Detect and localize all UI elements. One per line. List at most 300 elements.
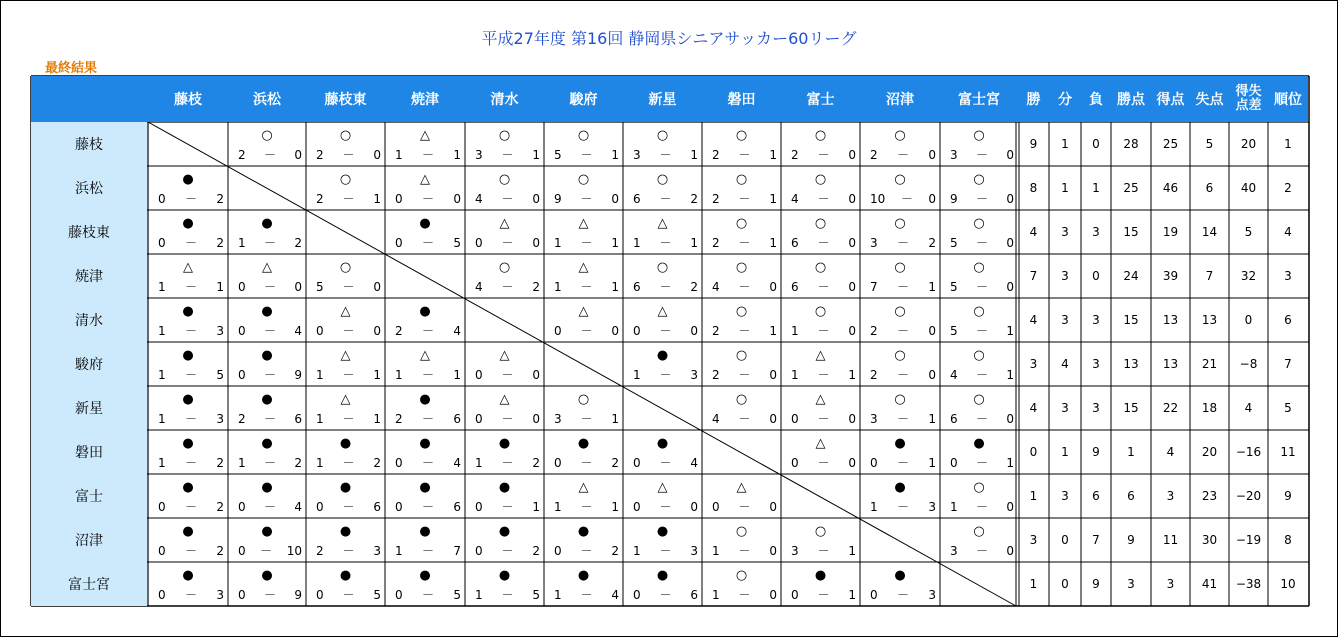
header-corner xyxy=(31,76,148,122)
stat-value: 4 xyxy=(1284,225,1292,239)
stat-value: 6 xyxy=(1127,489,1135,503)
result-symbol: ● xyxy=(814,568,827,583)
result-symbol: ● xyxy=(182,304,194,319)
result-symbol: ● xyxy=(498,480,511,495)
result-score: 1 － 3 xyxy=(158,324,224,338)
results-subtitle: 最終結果 xyxy=(45,61,98,76)
result-score: 1 － 2 xyxy=(475,456,540,470)
result-symbol: ○ xyxy=(973,348,985,363)
result-symbol: △ xyxy=(657,216,668,231)
result-score: 1 － 4 xyxy=(554,588,619,602)
result-score: 0 － 0 xyxy=(475,412,540,426)
stat-value: 7 xyxy=(1029,269,1038,283)
stat-value: 0 xyxy=(1061,577,1069,591)
header-stat: 分 xyxy=(1049,76,1081,122)
stat-value: 4 xyxy=(1029,225,1038,239)
result-symbol: ○ xyxy=(339,128,352,143)
result-score: 1 － 5 xyxy=(158,368,224,382)
result-symbol: ○ xyxy=(973,260,985,275)
result-symbol: ● xyxy=(419,392,431,407)
stat-value: 18 xyxy=(1201,401,1218,415)
result-symbol: ○ xyxy=(656,172,669,187)
result-symbol: ○ xyxy=(339,172,352,187)
result-score: 5 － 0 xyxy=(950,280,1014,294)
row-team-name: 藤枝 xyxy=(31,122,147,166)
result-score: 3 － 1 xyxy=(633,148,698,162)
result-symbol: ● xyxy=(261,524,273,539)
stat-value: 13 xyxy=(1162,313,1179,327)
stat-value: 3 xyxy=(1092,313,1100,327)
result-symbol: ● xyxy=(419,568,431,583)
result-symbol: ○ xyxy=(814,524,827,539)
result-score: 0 － 4 xyxy=(395,456,461,470)
header-team: 藤枝 xyxy=(148,76,228,122)
result-score: 0 － 4 xyxy=(238,500,302,514)
result-symbol: ○ xyxy=(894,392,906,407)
result-symbol: ● xyxy=(182,392,194,407)
header-stat: 失点 xyxy=(1190,76,1229,122)
result-symbol: ● xyxy=(182,436,194,451)
stat-value: 8 xyxy=(1029,181,1038,195)
result-score: 1 － 5 xyxy=(475,588,540,602)
result-score: 1 － 1 xyxy=(791,368,856,382)
result-symbol: ○ xyxy=(656,128,669,143)
result-score: 0 － 0 xyxy=(395,192,461,206)
header-team: 焼津 xyxy=(385,76,465,122)
result-symbol: ○ xyxy=(973,392,985,407)
result-score: 1 － 1 xyxy=(633,236,698,250)
result-score: 2 － 1 xyxy=(712,236,777,250)
stat-value: 1 xyxy=(1127,445,1135,459)
result-symbol: ○ xyxy=(814,260,827,275)
result-symbol: ○ xyxy=(735,392,748,407)
result-symbol: ○ xyxy=(735,260,748,275)
row-team-name: 駿府 xyxy=(31,342,147,386)
result-symbol: △ xyxy=(499,392,510,407)
result-score: 0 － 1 xyxy=(870,456,936,470)
result-symbol: △ xyxy=(183,260,193,275)
stat-value: 7 xyxy=(1205,269,1214,283)
stat-value: 3 xyxy=(1029,357,1038,371)
row-team-name: 富士宮 xyxy=(31,562,147,606)
result-symbol: ○ xyxy=(814,304,827,319)
result-score: 6 － 0 xyxy=(791,280,856,294)
result-score: 4 － 0 xyxy=(791,192,856,206)
header-team: 浜松 xyxy=(228,76,306,122)
result-score: 3 － 1 xyxy=(475,148,540,162)
stat-value: 40 xyxy=(1240,181,1257,195)
result-score: 3 － 1 xyxy=(870,412,936,426)
stat-value: 1 xyxy=(1061,137,1069,151)
header-team: 新星 xyxy=(623,76,702,122)
result-score: 5 － 0 xyxy=(950,236,1014,250)
result-score: 0 － 4 xyxy=(633,456,698,470)
result-symbol: △ xyxy=(657,480,668,495)
stat-value: 19 xyxy=(1162,225,1179,239)
result-symbol: ○ xyxy=(814,128,827,143)
stat-value: 9 xyxy=(1284,489,1292,503)
result-score: 0 － 2 xyxy=(158,192,224,206)
result-score: 0 － 0 xyxy=(316,324,381,338)
result-symbol: ○ xyxy=(894,172,906,187)
stat-value: 5 xyxy=(1244,225,1253,239)
result-symbol: ● xyxy=(261,480,273,495)
result-score: 5 － 1 xyxy=(554,148,619,162)
result-symbol: ● xyxy=(261,304,273,319)
result-score: 2 － 0 xyxy=(870,148,936,162)
stat-value: 9 xyxy=(1092,577,1100,591)
result-symbol: ○ xyxy=(735,216,748,231)
stat-value: 3 xyxy=(1029,533,1038,547)
result-score: 0 － 6 xyxy=(633,588,698,602)
result-symbol: ○ xyxy=(973,216,985,231)
stat-value: 32 xyxy=(1240,269,1257,283)
result-symbol: ○ xyxy=(735,304,748,319)
result-score: 1 － 3 xyxy=(633,544,698,558)
result-symbol: ○ xyxy=(735,568,748,583)
stat-value: 3 xyxy=(1166,577,1175,591)
stat-value: 4 xyxy=(1029,313,1038,327)
result-symbol: △ xyxy=(578,304,589,319)
result-score: 1 － 0 xyxy=(712,588,777,602)
result-score: 2 － 0 xyxy=(316,148,381,162)
stat-value: 1 xyxy=(1029,577,1038,591)
result-symbol: ○ xyxy=(577,128,590,143)
stat-value: 4 xyxy=(1166,445,1175,459)
result-symbol: △ xyxy=(578,216,589,231)
result-score: 0 － 0 xyxy=(712,500,777,514)
stat-value: 6 xyxy=(1205,181,1214,195)
result-score: 1 － 0 xyxy=(712,544,777,558)
header-stat: 勝 xyxy=(1018,76,1049,122)
result-symbol: ● xyxy=(261,216,273,231)
result-symbol: ● xyxy=(577,568,590,583)
stat-value: 15 xyxy=(1123,401,1139,415)
stat-value: 1 xyxy=(1061,181,1069,195)
stat-value: 4 xyxy=(1029,401,1038,415)
header-team: 藤枝東 xyxy=(306,76,385,122)
row-team-name: 清水 xyxy=(31,298,147,342)
stat-value: 1 xyxy=(1029,489,1038,503)
result-score: 0 － 2 xyxy=(554,456,619,470)
result-symbol: △ xyxy=(815,392,826,407)
result-symbol: ● xyxy=(656,436,669,451)
result-symbol: ● xyxy=(339,480,352,495)
stat-value: 9 xyxy=(1127,533,1135,547)
result-score: 3 － 0 xyxy=(950,544,1014,558)
result-symbol: △ xyxy=(262,260,272,275)
result-score: 2 － 4 xyxy=(395,324,461,338)
stat-value: 3 xyxy=(1061,489,1069,503)
result-score: 3 － 1 xyxy=(554,412,619,426)
header-team: 富士宮 xyxy=(940,76,1018,122)
result-score: 0 － 3 xyxy=(158,588,224,602)
header-stat: 負 xyxy=(1081,76,1111,122)
result-symbol: ● xyxy=(339,524,352,539)
result-symbol: ● xyxy=(419,216,431,231)
result-score: 1 － 3 xyxy=(870,500,936,514)
result-symbol: ● xyxy=(498,524,511,539)
result-score: 6 － 2 xyxy=(633,280,698,294)
row-team-name: 焼津 xyxy=(31,254,147,298)
result-symbol: ● xyxy=(577,524,590,539)
stat-value: 25 xyxy=(1162,137,1179,151)
stat-value: 3 xyxy=(1092,357,1100,371)
result-symbol: ● xyxy=(656,568,669,583)
result-score: 0 － 9 xyxy=(238,368,302,382)
stat-value: 20 xyxy=(1240,137,1257,151)
result-symbol: △ xyxy=(657,304,668,319)
result-symbol: △ xyxy=(578,480,589,495)
result-symbol: ○ xyxy=(894,128,906,143)
result-symbol: ● xyxy=(419,436,431,451)
result-score: 2 － 0 xyxy=(870,324,936,338)
result-symbol: ○ xyxy=(814,172,827,187)
result-score: 0 － 0 xyxy=(475,368,540,382)
result-score: 0 － 4 xyxy=(238,324,302,338)
stat-value: 3 xyxy=(1166,489,1175,503)
result-score: 2 － 1 xyxy=(316,192,381,206)
header-team: 富士 xyxy=(781,76,860,122)
stat-value: −16 xyxy=(1235,445,1262,459)
result-score: 3 － 0 xyxy=(950,148,1014,162)
stat-value: 0 xyxy=(1029,445,1038,459)
result-symbol: ○ xyxy=(735,348,748,363)
result-score: 0 － 6 xyxy=(395,500,461,514)
stat-value: 4 xyxy=(1061,357,1069,371)
result-score: 1 － 1 xyxy=(554,236,619,250)
result-symbol: ○ xyxy=(577,172,590,187)
result-score: 0 － 0 xyxy=(791,412,856,426)
row-team-name: 藤枝東 xyxy=(31,210,147,254)
result-symbol: ● xyxy=(182,348,194,363)
result-score: 2 － 0 xyxy=(238,148,302,162)
stat-value: 3 xyxy=(1061,313,1069,327)
result-symbol: △ xyxy=(499,348,510,363)
stat-value: 46 xyxy=(1162,181,1179,195)
result-score: 5 － 0 xyxy=(316,280,381,294)
stat-value: 41 xyxy=(1201,577,1218,591)
result-score: 1 － 1 xyxy=(395,148,461,162)
result-symbol: ● xyxy=(577,436,590,451)
stat-value: 9 xyxy=(1092,445,1100,459)
stat-value: 14 xyxy=(1201,225,1218,239)
result-symbol: ○ xyxy=(973,480,985,495)
row-team-name: 富士 xyxy=(31,474,147,518)
stat-value: 22 xyxy=(1162,401,1179,415)
header-stat: 順位 xyxy=(1268,76,1308,122)
result-score: 6 － 2 xyxy=(633,192,698,206)
result-score: 1 － 0 xyxy=(791,324,856,338)
stat-value: 3 xyxy=(1061,269,1069,283)
stat-value: 30 xyxy=(1201,533,1218,547)
result-symbol: △ xyxy=(815,436,826,451)
result-symbol: ● xyxy=(419,304,431,319)
stat-value: 25 xyxy=(1123,181,1139,195)
result-score: 4 － 1 xyxy=(950,368,1014,382)
row-team-name: 新星 xyxy=(31,386,147,430)
result-symbol: ● xyxy=(894,568,906,583)
stat-value: 4 xyxy=(1244,401,1253,415)
result-symbol: △ xyxy=(420,128,430,143)
result-score: 6 － 0 xyxy=(791,236,856,250)
result-symbol: ○ xyxy=(339,260,352,275)
result-symbol: ● xyxy=(656,348,669,363)
result-symbol: △ xyxy=(420,172,430,187)
result-symbol: ● xyxy=(182,480,194,495)
result-score: 0 － 0 xyxy=(791,456,856,470)
result-score: 1 － 7 xyxy=(395,544,461,558)
stat-value: 3 xyxy=(1127,577,1135,591)
header-stat: 得点 xyxy=(1151,76,1190,122)
header-stat: 得失点差 xyxy=(1229,76,1268,122)
result-score: 0 － 3 xyxy=(870,588,936,602)
result-symbol: ● xyxy=(182,172,194,187)
stat-value: 13 xyxy=(1162,357,1179,371)
stat-value: 9 xyxy=(1029,137,1038,151)
result-score: 3 － 1 xyxy=(791,544,856,558)
result-score: 0 － 5 xyxy=(395,588,461,602)
result-symbol: ● xyxy=(498,436,511,451)
page-title: 平成27年度 第16回 静岡県シニアサッカー60リーグ xyxy=(481,29,857,48)
stat-value: 3 xyxy=(1092,401,1100,415)
result-score: 3 － 2 xyxy=(870,236,936,250)
header-team: 磐田 xyxy=(702,76,781,122)
result-score: 0 － 0 xyxy=(633,500,698,514)
stat-value: 3 xyxy=(1061,225,1069,239)
stat-value: −38 xyxy=(1235,577,1262,591)
result-symbol: ○ xyxy=(973,304,985,319)
result-symbol: ○ xyxy=(735,524,748,539)
result-score: 4 － 2 xyxy=(475,280,540,294)
row-team-name: 沼津 xyxy=(31,518,147,562)
result-score: 1 － 1 xyxy=(395,368,461,382)
result-symbol: ○ xyxy=(498,260,511,275)
result-symbol: ● xyxy=(182,568,194,583)
result-symbol: ○ xyxy=(894,348,906,363)
result-symbol: ○ xyxy=(894,260,906,275)
stat-value: 10 xyxy=(1280,577,1296,591)
stat-value: 20 xyxy=(1201,445,1218,459)
row-team-name: 磐田 xyxy=(31,430,147,474)
result-score: 0 － 0 xyxy=(633,324,698,338)
result-score: 0 － 0 xyxy=(554,324,619,338)
result-score: 0 － 5 xyxy=(395,236,461,250)
header-stat: 勝点 xyxy=(1111,76,1151,122)
stat-value: 13 xyxy=(1123,357,1139,371)
header-team: 沼津 xyxy=(860,76,940,122)
result-score: 1 － 2 xyxy=(316,456,381,470)
result-symbol: △ xyxy=(420,348,430,363)
result-score: 0 － 2 xyxy=(158,500,224,514)
result-score: 0 － 5 xyxy=(316,588,381,602)
result-score: 0 － 1 xyxy=(950,456,1014,470)
result-symbol: ○ xyxy=(498,128,511,143)
result-symbol: ● xyxy=(261,348,273,363)
result-score: 1 － 2 xyxy=(158,456,224,470)
result-score: 1 － 1 xyxy=(158,280,224,294)
result-score: 2 － 1 xyxy=(712,148,777,162)
result-score: 2 － 1 xyxy=(712,324,777,338)
result-symbol: ● xyxy=(498,568,511,583)
result-symbol: △ xyxy=(340,348,351,363)
stat-value: 1 xyxy=(1061,445,1069,459)
result-score: 0 － 0 xyxy=(238,280,302,294)
result-symbol: ○ xyxy=(498,172,511,187)
result-score: 2 － 0 xyxy=(870,368,936,382)
result-score: 2 － 3 xyxy=(316,544,381,558)
result-score: 2 － 6 xyxy=(238,412,302,426)
result-score: 4 － 0 xyxy=(712,280,777,294)
result-score: 1 － 3 xyxy=(633,368,698,382)
result-symbol: △ xyxy=(340,304,351,319)
result-symbol: ○ xyxy=(973,128,985,143)
result-symbol: ○ xyxy=(261,128,273,143)
stat-value: 24 xyxy=(1123,269,1139,283)
result-score: 7 － 1 xyxy=(870,280,936,294)
stat-value: −19 xyxy=(1235,533,1262,547)
result-score: 1 － 1 xyxy=(316,368,381,382)
result-score: 9 － 0 xyxy=(950,192,1014,206)
stat-value: 6 xyxy=(1092,489,1100,503)
stat-value: 6 xyxy=(1284,313,1292,327)
result-score: 2 － 0 xyxy=(712,368,777,382)
row-team-name: 浜松 xyxy=(31,166,147,210)
stat-value: 21 xyxy=(1201,357,1218,371)
result-symbol: △ xyxy=(499,216,510,231)
result-score: 2 － 1 xyxy=(712,192,777,206)
stat-value: 15 xyxy=(1123,225,1139,239)
stat-value: 3 xyxy=(1092,225,1100,239)
stat-value: 11 xyxy=(1162,533,1179,547)
result-score: 1 － 3 xyxy=(158,412,224,426)
stat-value: 11 xyxy=(1280,445,1296,459)
stat-value: −20 xyxy=(1235,489,1262,503)
result-symbol: ○ xyxy=(656,260,669,275)
result-score: 10 － 0 xyxy=(870,192,936,206)
result-symbol: ○ xyxy=(894,216,906,231)
result-score: 0 － 1 xyxy=(791,588,856,602)
stat-value: 1 xyxy=(1284,137,1292,151)
result-score: 0 － 2 xyxy=(158,544,224,558)
result-score: 5 － 1 xyxy=(950,324,1014,338)
result-symbol: ● xyxy=(419,480,431,495)
stat-value: 8 xyxy=(1284,533,1292,547)
result-score: 1 － 1 xyxy=(316,412,381,426)
stat-value: 3 xyxy=(1284,269,1292,283)
result-score: 0 － 1 xyxy=(475,500,540,514)
result-score: 0 － 0 xyxy=(475,236,540,250)
result-score: 1 － 0 xyxy=(950,500,1014,514)
header-team: 清水 xyxy=(465,76,544,122)
result-symbol: ● xyxy=(419,524,431,539)
result-symbol: ○ xyxy=(894,304,906,319)
result-score: 0 － 2 xyxy=(554,544,619,558)
result-symbol: ● xyxy=(894,480,906,495)
stat-value: 3 xyxy=(1061,401,1069,415)
stat-value: 28 xyxy=(1123,137,1139,151)
result-symbol: △ xyxy=(815,348,826,363)
result-score: 0 － 6 xyxy=(316,500,381,514)
stat-value: 5 xyxy=(1205,137,1214,151)
result-symbol: △ xyxy=(736,480,747,495)
result-score: 1 － 2 xyxy=(238,236,302,250)
stat-value: 0 xyxy=(1092,269,1100,283)
result-score: 4 － 0 xyxy=(475,192,540,206)
stat-value: 15 xyxy=(1123,313,1139,327)
result-score: 4 － 0 xyxy=(712,412,777,426)
result-symbol: ● xyxy=(339,568,352,583)
